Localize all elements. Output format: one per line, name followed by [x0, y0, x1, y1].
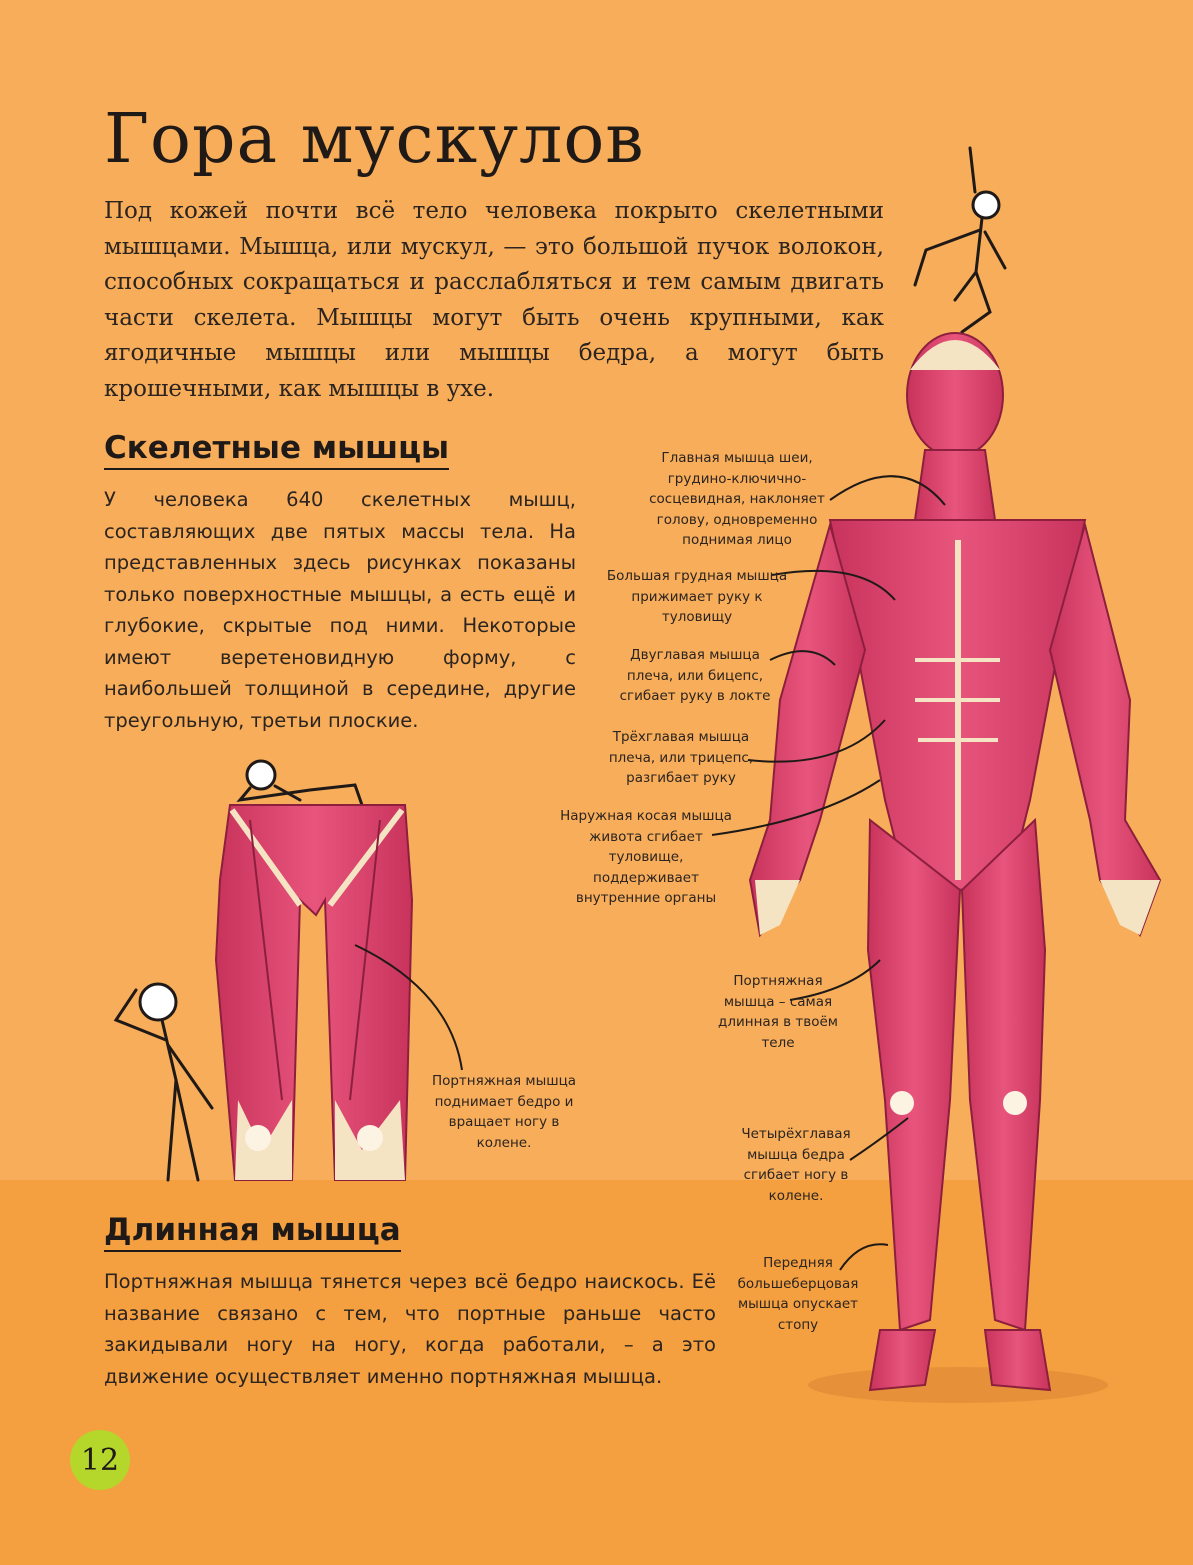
skeletal-paragraph: У человека 640 скелетных мышц, составляющих две пятых массы тела. На представленных здесь рисунках показаны только поверхностные мышцы, а есть ещё и глубокие, скрытые под ними. Некоторые имеют веретеновидную форму, с наибольшей толщиной в середине, другие треугольную, третьи плоские.: [104, 488, 576, 732]
stick-figure-lying: [240, 761, 362, 805]
page-number-badge: 12: [70, 1430, 130, 1490]
page-title: Гора мускулов: [104, 100, 645, 179]
stick-figure-hanging: [915, 148, 1005, 332]
intro-paragraph: Под кожей почти всё тело человека покрыто скелетными мышцами. Мышца, или мускул, — это большой пучок волокон, способных сокращаться и расслабляться и тем самым двигать части скелета. Мышцы могут быть очень крупными, как ягодичные мышцы или мышцы бедра, а могут быть крошечными, как мышцы в ухе.: [104, 198, 884, 402]
long-muscle-paragraph: Портняжная мышца тянется через всё бедро наискось. Её название связано с тем, что портные раньше часто закидывали ногу на ногу, когда работали, – а это движение осуществляет именно портняжная мышца.: [104, 1270, 716, 1388]
label-quadriceps: Четырёхглавая мышца бедра сгибает ногу в колене.: [741, 1126, 851, 1204]
section-heading-long-muscle: Длинная мышца: [104, 1212, 401, 1252]
label-sartorius: Портняжная мышца – самая длинная в твоём теле: [718, 973, 838, 1051]
label-tibialis: Передняя большеберцовая мышца опускает стопу: [737, 1255, 859, 1333]
stick-figure-left: [116, 984, 212, 1180]
label-neck-muscle: Главная мышца шеи, грудино-ключично-сосцевидная, наклоняет голову, одновременно поднимая лицо: [649, 450, 825, 548]
label-oblique: Наружная косая мышца живота сгибает туловище, поддерживает внутренние органы: [560, 808, 732, 906]
label-thigh-sartorius: Портняжная мышца поднимает бедро и вращает ногу в колене.: [431, 1073, 577, 1151]
label-biceps: Двуглавая мышца плеча, или бицепс, сгибает руку в локте: [619, 647, 771, 704]
label-pectoral-muscle: Большая грудная мышца прижимает руку к туловищу: [606, 568, 788, 625]
section-heading-skeletal: Скелетные мышцы: [104, 430, 449, 470]
label-triceps: Трёхглавая мышца плеча, или трицепс, разгибает руку: [608, 729, 754, 786]
